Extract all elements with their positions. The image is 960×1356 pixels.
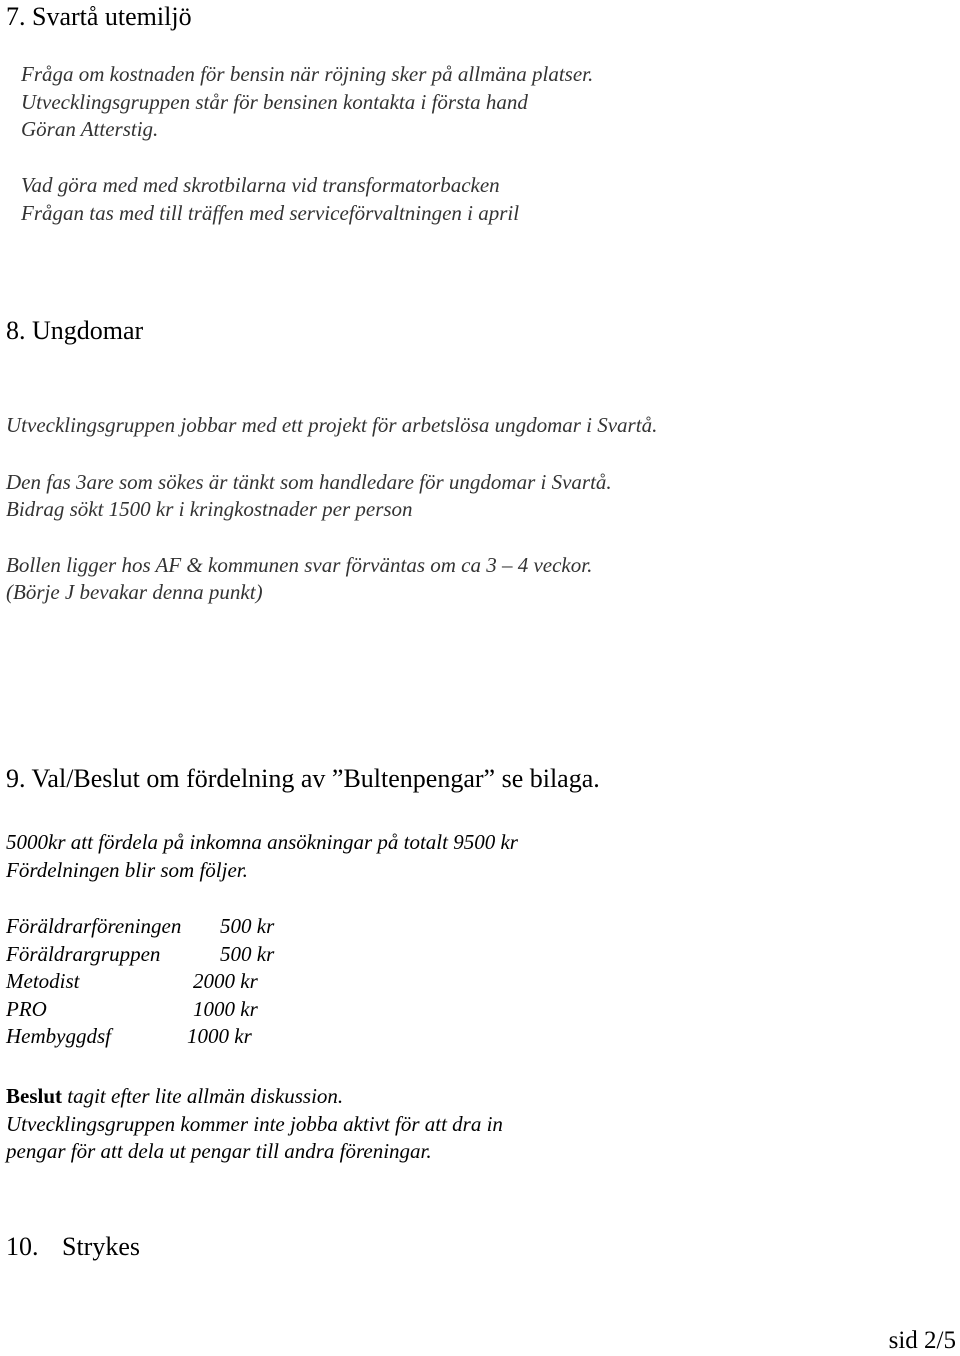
allocation-name: Föräldrarföreningen xyxy=(6,914,182,938)
section-7-line: Fråga om kostnaden för bensin när röjning sker på allmäna platser. xyxy=(21,62,594,86)
section-8-line: Utvecklingsgruppen jobbar med ett projekt för arbetslösa ungdomar i Svartå. xyxy=(6,413,658,437)
section-8-line: (Börje J bevakar denna punkt) xyxy=(6,580,263,604)
decision-text: tagit efter lite allmän diskussion. xyxy=(62,1084,344,1108)
allocation-name: PRO xyxy=(6,997,47,1021)
section-7-line: Vad göra med med skrotbilarna vid transformatorbacken xyxy=(21,173,500,197)
allocation-amount: 2000 kr xyxy=(193,969,258,993)
decision-label: Beslut xyxy=(6,1084,63,1108)
section-9-intro-line: 5000kr att fördela på inkomna ansökningar på totalt 9500 kr xyxy=(6,830,518,854)
allocation-amount: 500 kr xyxy=(220,942,275,966)
closing-line: Utvecklingsgruppen kommer inte jobba aktivt för att dra in xyxy=(6,1112,503,1136)
section-7-line: Utvecklingsgruppen står för bensinen kontakta i första hand xyxy=(21,90,528,114)
allocation-amount: 500 kr xyxy=(220,914,275,938)
decision-line xyxy=(6,1082,343,1110)
section-7-line: Frågan tas med till träffen med serviceförvaltningen i april xyxy=(21,201,520,225)
section-10-title: Strykes xyxy=(62,1232,140,1261)
page-number: sid 2/5 xyxy=(888,1327,956,1354)
section-8-line: Bollen ligger hos AF & kommunen svar förväntas om ca 3 – 4 veckor. xyxy=(6,553,593,577)
section-9-intro-line: Fördelningen blir som följer. xyxy=(6,858,248,882)
section-8-heading: 8. Ungdomar xyxy=(6,316,144,345)
allocation-amount: 1000 kr xyxy=(187,1024,252,1048)
section-7-heading: 7. Svartå utemiljö xyxy=(6,2,192,31)
allocation-name: Hembyggdsf xyxy=(6,1024,111,1048)
section-9-heading: 9. Val/Beslut om fördelning av ”Bultenpengar” se bilaga. xyxy=(6,764,600,793)
allocation-amount: 1000 kr xyxy=(193,997,258,1021)
allocation-name: Föräldrargruppen xyxy=(6,942,161,966)
closing-line: pengar för att dela ut pengar till andra föreningar. xyxy=(6,1139,432,1163)
section-8-line: Den fas 3are som sökes är tänkt som handledare för ungdomar i Svartå. xyxy=(6,470,612,494)
section-10-number: 10. xyxy=(6,1232,39,1261)
section-7-line: Göran Atterstig. xyxy=(21,117,159,141)
section-8-line: Bidrag sökt 1500 kr i kringkostnader per person xyxy=(6,497,413,521)
allocation-name: Metodist xyxy=(6,969,80,993)
